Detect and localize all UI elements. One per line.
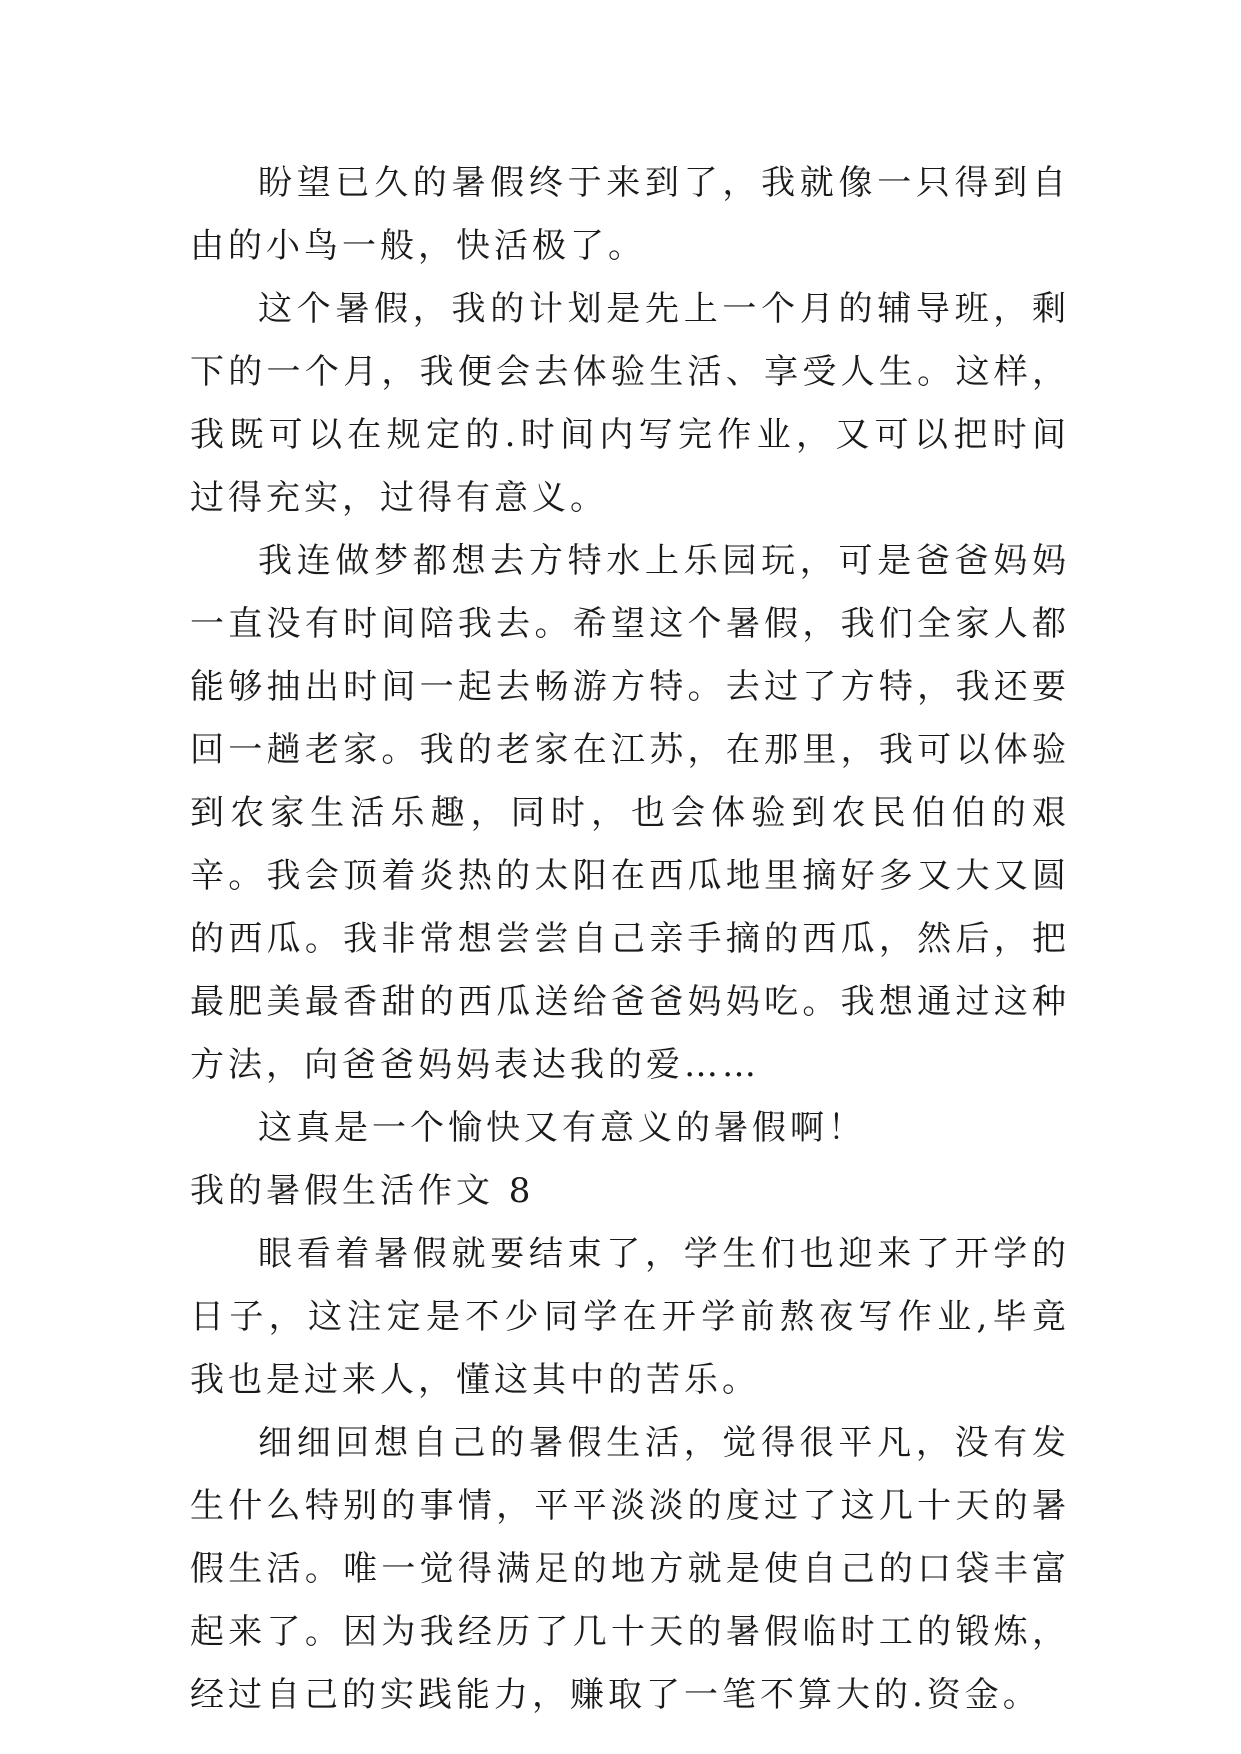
paragraph: 这个暑假，我的计划是先上一个月的辅导班，剩下的一个月，我便会去体验生活、享受人生。这样，我既可以在规定的.时间内写完作业，又可以把时间过得充实，过得有意义。 [190, 289, 1070, 518]
paragraph: 细细回想自己的暑假生活，觉得很平凡，没有发生什么特别的事情，平平淡淡的度过了这几十天的暑假生活。唯一觉得满足的地方就是使自己的口袋丰富起来了。因为我经历了几十天的暑假临时工的锻炼，经过自己的实践能力，赚取了一笔不算大的.资金。 [190, 1423, 1070, 1715]
document-body [190, 152, 1070, 1727]
paragraph: 眼看着暑假就要结束了，学生们也迎来了开学的日子，这注定是不少同学在开学前熬夜写作业,毕竟我也是过来人，懂这其中的苦乐。 [190, 1234, 1070, 1400]
section-heading: 我的暑假生活作文 8 [190, 1171, 535, 1211]
paragraph: 盼望已久的暑假终于来到了，我就像一只得到自由的小鸟一般，快活极了。 [190, 163, 1070, 266]
paragraph: 这真是一个愉快又有意义的暑假啊！ [258, 1108, 866, 1148]
paragraph: 我连做梦都想去方特水上乐园玩，可是爸爸妈妈一直没有时间陪我去。希望这个暑假，我们全家人都能够抽出时间一起去畅游方特。去过了方特，我还要回一趟老家。我的老家在江苏，在那里，我可以体验到农家生活乐趣，同时，也会体验到农民伯伯的艰辛。我会顶着炎热的太阳在西瓜地里摘好多又大又圆的西瓜。我非常想尝尝自己亲手摘的西瓜，然后，把最肥美最香甜的西瓜送给爸爸妈妈吃。我想通过这种方法，向爸爸妈妈表达我的爱…… [190, 541, 1070, 1085]
